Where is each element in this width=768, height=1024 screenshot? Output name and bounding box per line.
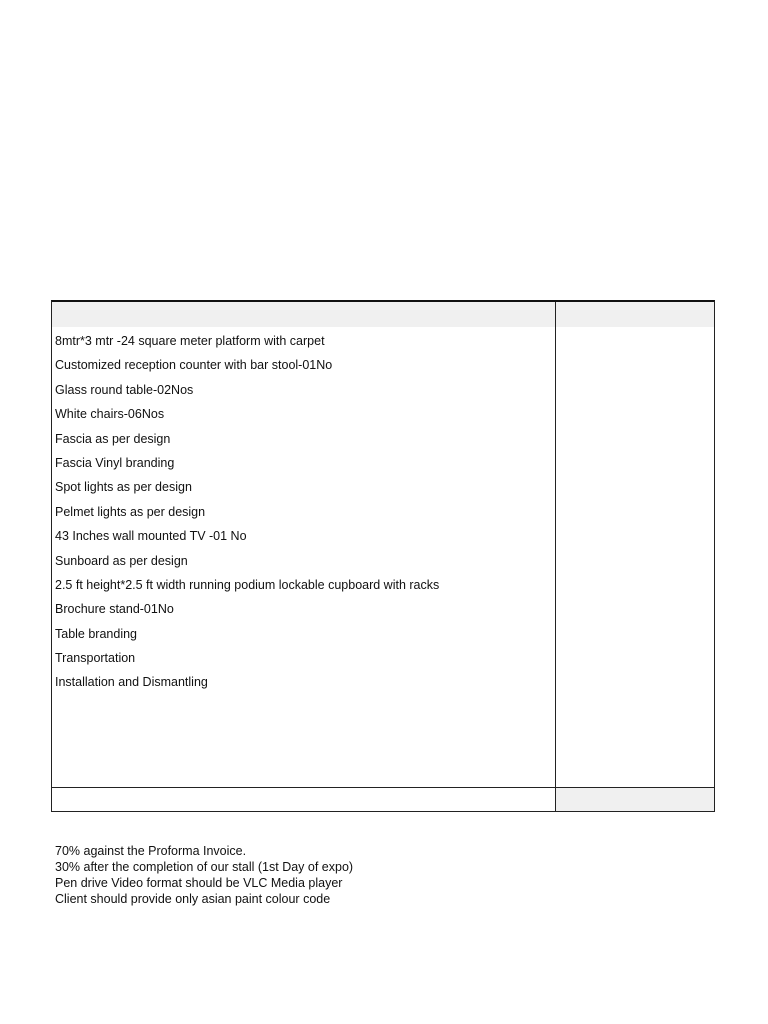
scope-item: Pelmet lights as per design: [55, 504, 206, 519]
scope-item: Installation and Dismantling: [55, 675, 208, 690]
scope-item: Glass round table-02Nos: [55, 382, 194, 397]
term-line: 70% against the Proforma Invoice.: [55, 844, 247, 858]
scope-item: White chairs-06Nos: [55, 407, 165, 422]
scope-items-list: [55, 329, 553, 695]
terms-list: [55, 843, 353, 907]
scope-item: 8mtr*3 mtr -24 square meter platform with carpet: [55, 334, 325, 348]
scope-item: Fascia Vinyl branding: [55, 455, 175, 470]
scope-item: Transportation: [55, 651, 136, 666]
scope-item: 2.5 ft height*2.5 ft width running podium lockable cupboard with racks: [55, 577, 440, 592]
total-value-cell: [556, 788, 714, 811]
term-line: 30% after the completion of our stall (1st Day of expo): [55, 860, 354, 874]
quotation-table: [51, 300, 715, 812]
scope-item: Table branding: [55, 626, 138, 641]
table-header-row: [52, 302, 714, 327]
scope-item: Brochure stand-01No: [55, 602, 174, 617]
scope-item: Sunboard as per design: [55, 553, 188, 568]
term-line: Client should provide only asian paint colour code: [55, 892, 331, 906]
table-total-row: [52, 787, 714, 811]
scope-item: Spot lights as per design: [55, 480, 192, 495]
column-divider: [555, 302, 556, 811]
term-line: Pen drive Video format should be VLC Media player: [55, 876, 343, 890]
scope-item: Customized reception counter with bar stool-01No: [55, 358, 333, 373]
scope-item: 43 Inches wall mounted TV -01 No: [55, 529, 247, 544]
scope-item: Fascia as per design: [55, 431, 171, 446]
